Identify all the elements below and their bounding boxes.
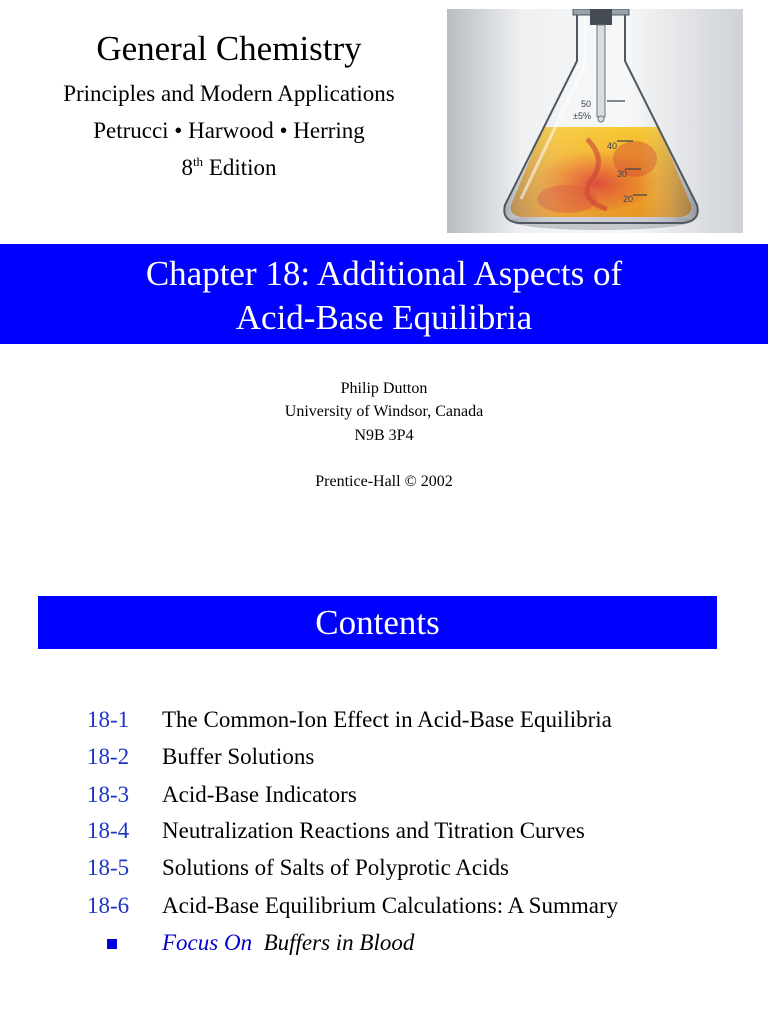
contents-title: Contents xyxy=(315,603,440,642)
toc-title: Acid-Base Indicators xyxy=(162,782,357,807)
flask-mark-20: 20 xyxy=(623,194,634,204)
chapter-title xyxy=(0,252,768,340)
toc-number: 18-6 xyxy=(87,893,130,918)
author-name: Philip Dutton xyxy=(340,380,428,397)
book-authors: Petrucci • Harwood • Herring xyxy=(93,118,365,143)
publisher-copyright: Prentice-Hall © 2002 xyxy=(315,473,453,490)
flask-image xyxy=(447,9,743,233)
book-edition xyxy=(0,154,458,182)
chapter-title-line-1: Chapter 18: Additional Aspects of xyxy=(145,254,623,293)
toc-title: Neutralization Reactions and Titration Curves xyxy=(162,818,585,843)
flask-mark-30: 30 xyxy=(617,169,628,179)
focus-on-title: Buffers in Blood xyxy=(263,930,415,955)
flask-mark-40: 40 xyxy=(607,141,618,151)
toc-title: Buffer Solutions xyxy=(162,744,315,769)
flask-mark-50: 50 xyxy=(581,99,592,109)
edition-word: Edition xyxy=(208,155,277,180)
author-postal-code: N9B 3P4 xyxy=(354,427,414,444)
toc-title: Solutions of Salts of Polyprotic Acids xyxy=(162,855,509,880)
book-title: General Chemistry xyxy=(96,29,362,68)
edition-suffix: th xyxy=(192,154,204,169)
toc-number: 18-4 xyxy=(87,818,130,843)
toc-number: 18-1 xyxy=(87,707,130,732)
square-bullet-icon xyxy=(107,939,117,949)
author-university: University of Windsor, Canada xyxy=(284,403,484,420)
focus-on-label: Focus On xyxy=(162,930,253,955)
book-subtitle: Principles and Modern Applications xyxy=(63,81,395,106)
toc-title: Acid-Base Equilibrium Calculations: A Summary xyxy=(162,893,619,918)
chapter-title-line-2: Acid-Base Equilibria xyxy=(235,298,533,337)
toc-title: The Common-Ion Effect in Acid-Base Equilibria xyxy=(162,707,612,732)
flask-mark-tolerance: ±5% xyxy=(573,111,591,121)
toc-number: 18-3 xyxy=(87,782,130,807)
toc-number: 18-2 xyxy=(87,744,130,769)
edition-number: 8 xyxy=(181,155,193,180)
toc-number: 18-5 xyxy=(87,855,130,880)
focus-on-entry xyxy=(162,928,414,958)
